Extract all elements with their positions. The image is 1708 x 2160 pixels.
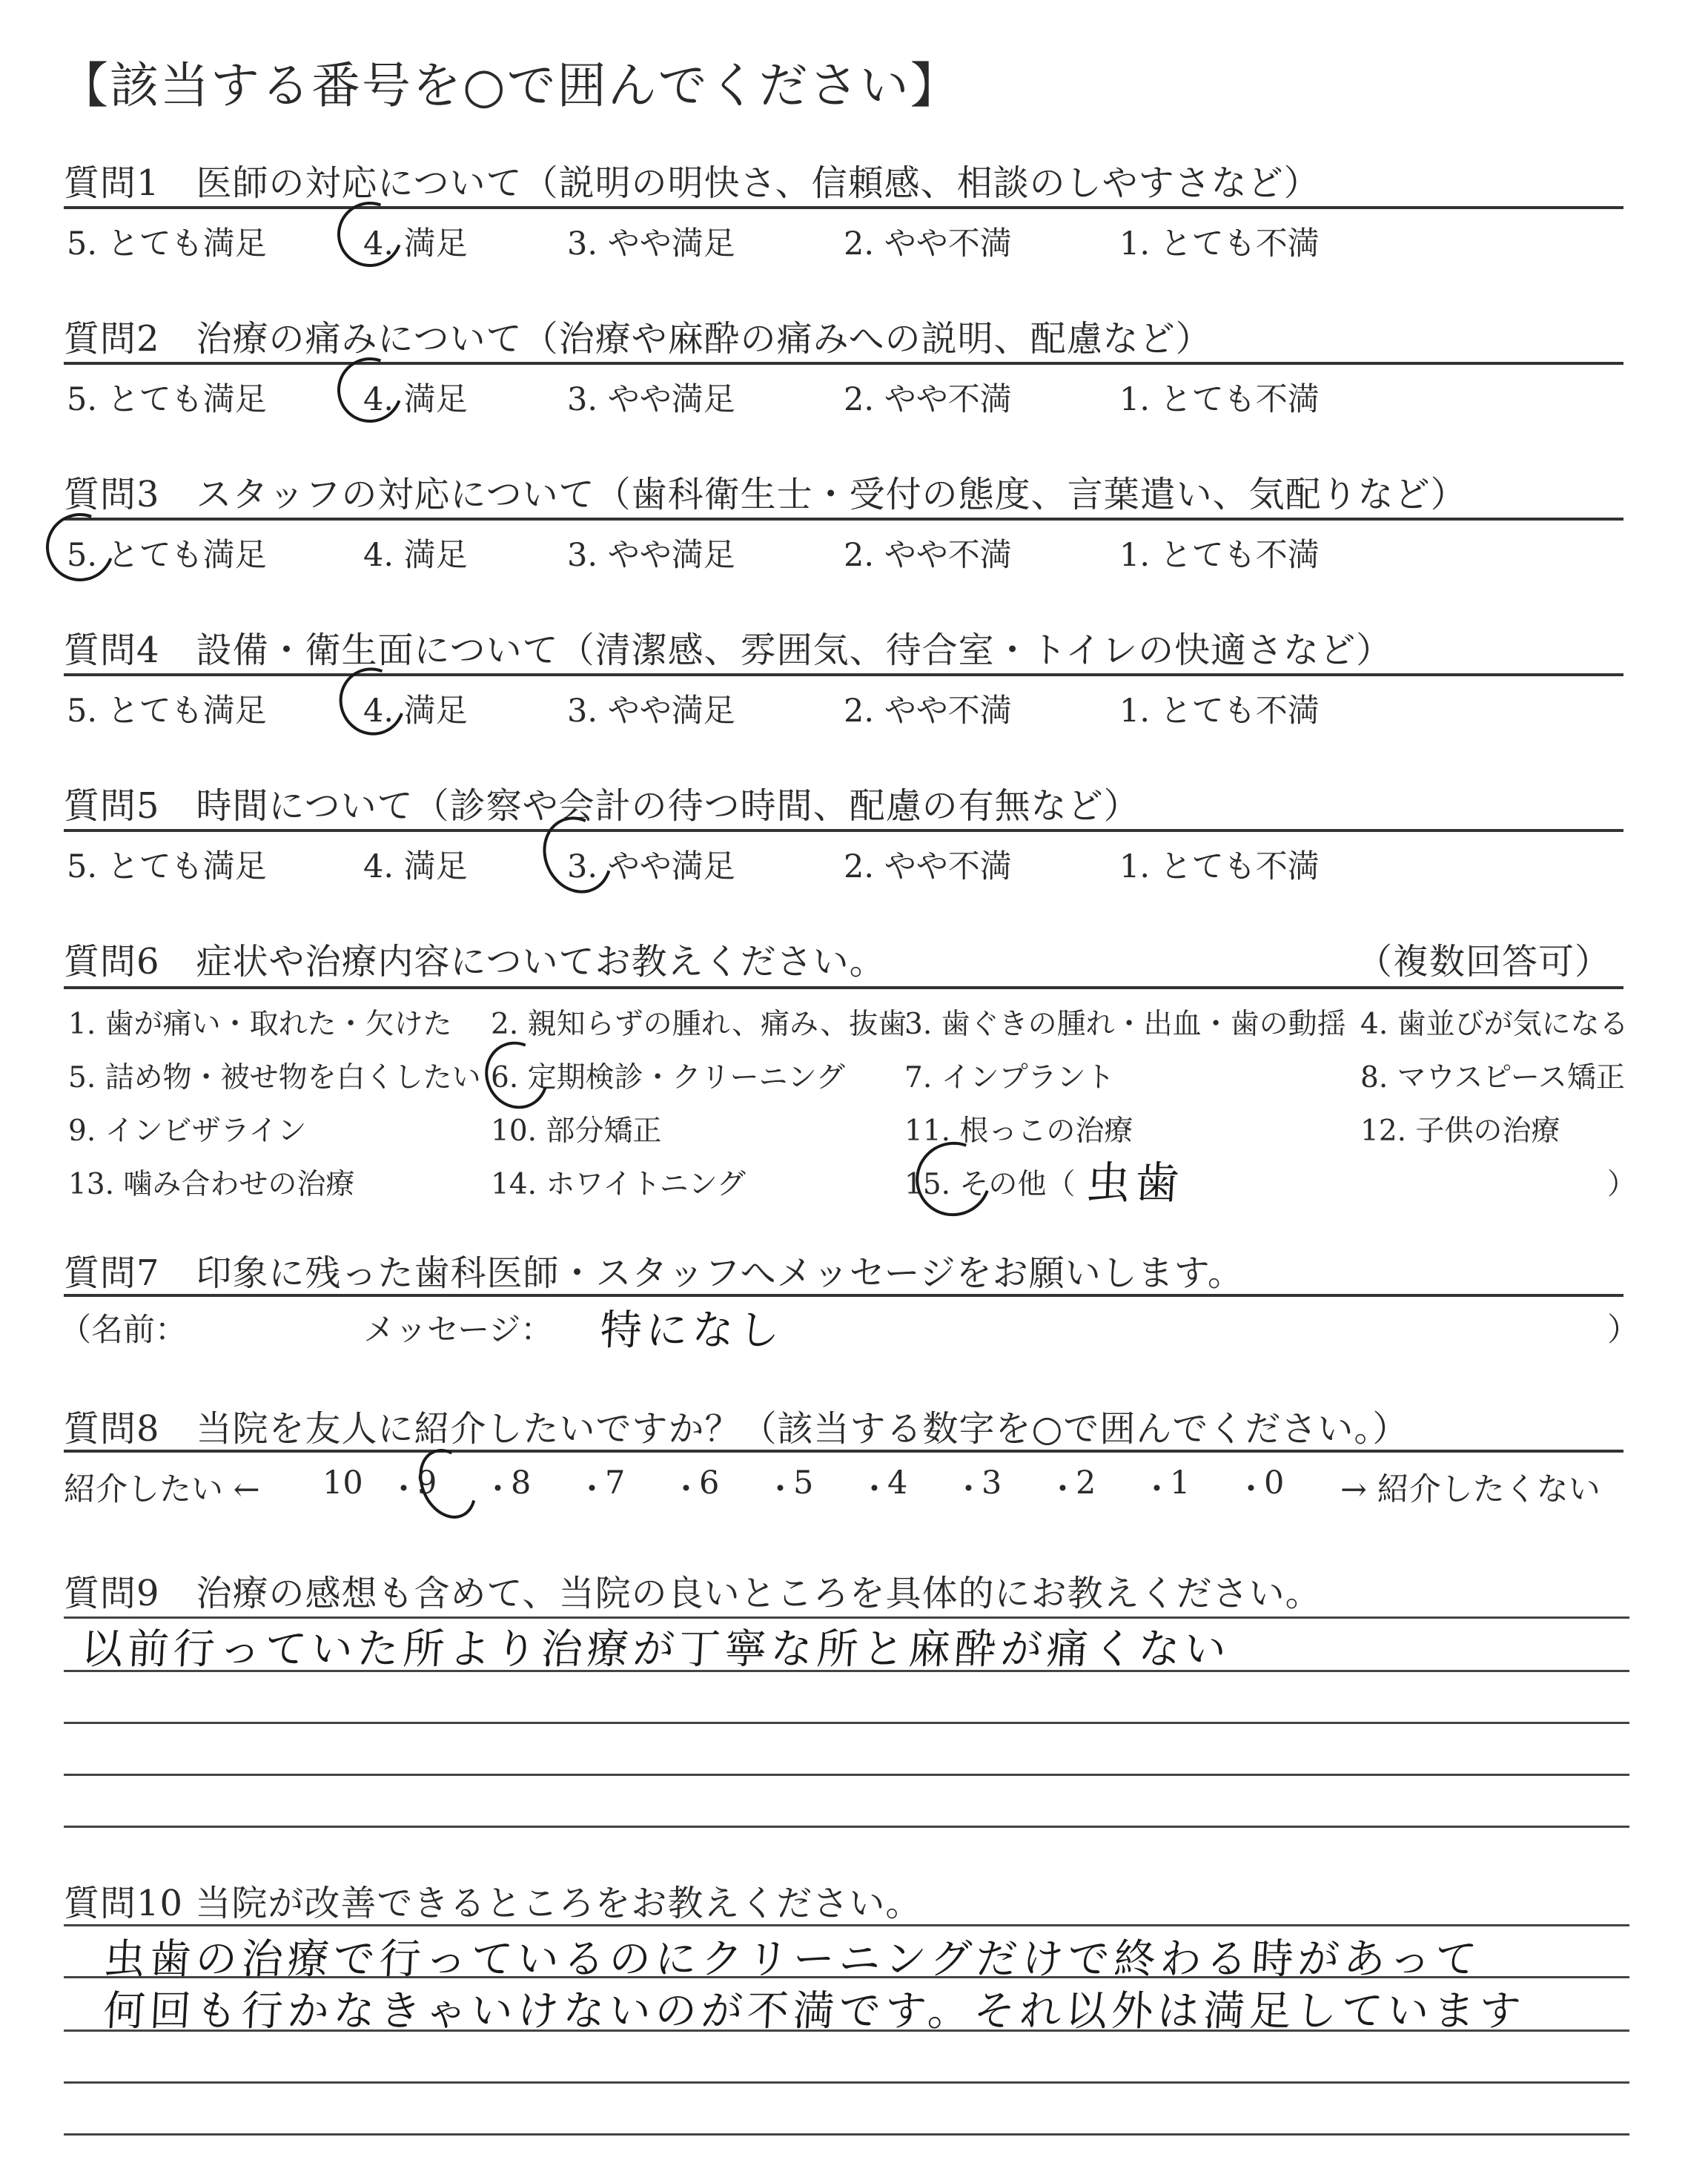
q2-option-5[interactable]: 5. とても満足 [67,381,267,418]
question-3-rule [64,518,1623,521]
q6-option-14[interactable]: 14. ホワイトニング [491,1168,746,1201]
question-2-title: 質問2 治療の痛みについて（治療や麻酔の痛みへの説明、配慮など） [64,318,1212,360]
q8-scale-separator: ・ [764,1471,796,1508]
q8-scale-separator: ・ [1141,1471,1173,1508]
q4-option-2[interactable]: 2. やや不満 [844,693,1012,730]
q1-option-3[interactable]: 3. やや満足 [567,225,735,262]
q6-option-3[interactable]: 3. 歯ぐきの腫れ・出血・歯の動揺 [904,1008,1346,1041]
q9-answer-line-3 [64,1722,1629,1724]
q3-option-2[interactable]: 2. やや不満 [844,537,1012,574]
question-8-title: 質問8 当院を友人に紹介したいですか？（該当する数字を○で囲んでください。） [64,1408,1409,1450]
question-1-title: 質問1 医師の対応について（説明の明快さ、信頼感、相談のしやすさなど） [64,162,1320,204]
q8-scale-separator: ・ [953,1471,984,1508]
q7-close-paren: ） [1607,1312,1639,1349]
question-2-rule [64,362,1623,365]
q6-option-12[interactable]: 12. 子供の治療 [1360,1114,1560,1148]
q10-answer-text-1[interactable]: 虫歯の治療で行っているのにクリーニングだけで終わる時があって [102,1935,1483,1984]
q6-other-close-paren: ） [1607,1168,1637,1201]
q8-scale-separator: ・ [388,1471,420,1508]
question-5-title: 質問5 時間について（診察や会計の待つ時間、配慮の有無など） [64,785,1140,827]
q2-option-2[interactable]: 2. やや不満 [844,381,1012,418]
q6-option-7[interactable]: 7. インプラント [904,1061,1115,1094]
question-1-rule [64,206,1623,209]
q2-option-3[interactable]: 3. やや満足 [567,381,735,418]
q10-answer-text-2[interactable]: 何回も行かなきゃいけないのが不満です。それ以外は満足しています [102,1987,1526,2035]
q10-answer-line-5 [64,2133,1629,2136]
q10-answer-line-4 [64,2081,1629,2084]
q3-option-1[interactable]: 1. とても不満 [1119,537,1320,574]
q2-option-4[interactable]: 4. 満足 [363,381,468,418]
q4-option-1[interactable]: 1. とても不満 [1119,693,1320,730]
q6-selection-circle-6 [474,1031,559,1120]
question-7-title: 質問7 印象に残った歯科医師・スタッフへメッセージをお願いします。 [64,1252,1244,1294]
q7-message-label: メッセージ： [363,1312,553,1349]
q8-scale-9[interactable]: 9 [417,1464,437,1502]
q3-option-5[interactable]: 5. とても満足 [67,537,267,574]
question-10-title: 質問10 当院が改善できるところをお教えください。 [64,1883,922,1924]
q6-option-1[interactable]: 1. 歯が痛い・取れた・欠けた [68,1008,452,1041]
q8-scale-6[interactable]: 6 [699,1464,720,1502]
q8-scale-2[interactable]: 2 [1076,1464,1096,1502]
question-4-title: 質問4 設備・衛生面について（清潔感、雰囲気、待合室・トイレの快適さなど） [64,630,1393,671]
q2-option-1[interactable]: 1. とても不満 [1119,381,1320,418]
q6-option-9[interactable]: 9. インビザライン [68,1114,307,1148]
question-7-rule [64,1294,1623,1297]
q1-option-1[interactable]: 1. とても不満 [1119,225,1320,262]
q4-option-5[interactable]: 5. とても満足 [67,693,267,730]
q8-scale-4[interactable]: 4 [887,1464,908,1502]
q5-option-5[interactable]: 5. とても満足 [67,848,267,885]
q8-scale-separator: ・ [670,1471,702,1508]
q1-option-5[interactable]: 5. とても満足 [67,225,267,262]
q8-scale-1[interactable]: 1 [1170,1464,1191,1502]
q8-right-label: → 紹介したくない [1340,1471,1601,1508]
q8-scale-8[interactable]: 8 [511,1464,532,1502]
q6-option-4[interactable]: 4. 歯並びが気になる [1360,1008,1629,1041]
q10-answer-line-3 [64,2029,1629,2032]
q6-option-2[interactable]: 2. 親知らずの腫れ、痛み、抜歯 [491,1008,907,1041]
question-8-rule [64,1450,1623,1453]
q5-option-4[interactable]: 4. 満足 [363,848,468,885]
q8-left-label: 紹介したい ← [64,1471,260,1508]
q3-option-4[interactable]: 4. 満足 [363,537,468,574]
question-6-note: （複数回答可） [1357,941,1612,982]
q3-option-3[interactable]: 3. やや満足 [567,537,735,574]
q6-other-text: 虫歯 [1084,1157,1185,1209]
q6-option-6[interactable]: 6. 定期検診・クリーニング [491,1061,845,1094]
question-4-rule [64,673,1623,676]
q8-scale-0[interactable]: 0 [1264,1464,1285,1502]
question-3-title: 質問3 スタッフの対応について（歯科衛生士・受付の態度、言葉遣い、気配りなど） [64,474,1467,515]
q5-option-2[interactable]: 2. やや不満 [844,848,1012,885]
q6-option-10[interactable]: 10. 部分矯正 [491,1114,662,1148]
q6-option-11[interactable]: 11. 根っこの治療 [904,1114,1133,1148]
q6-option-5[interactable]: 5. 詰め物・被せ物を白くしたい [68,1061,481,1094]
q8-scale-separator: ・ [1047,1471,1079,1508]
q9-answer-line-5 [64,1826,1629,1828]
q8-scale-5[interactable]: 5 [793,1464,814,1502]
q9-answer-text-1[interactable]: 以前行っていた所より治療が丁寧な所と麻酔が痛くない [80,1625,1232,1674]
question-6-title: 質問6 症状や治療内容についてお教えください。 [64,941,886,982]
q9-answer-line-2 [64,1670,1629,1672]
q8-scale-7[interactable]: 7 [605,1464,626,1502]
question-6-rule [64,986,1623,989]
form-title: 【該当する番号を○で囲んでください】 [59,57,961,114]
q8-scale-10[interactable]: 10 [322,1464,363,1502]
q8-scale-separator: ・ [1235,1471,1267,1508]
question-5-rule [64,829,1623,832]
q1-option-2[interactable]: 2. やや不満 [844,225,1012,262]
q5-option-3[interactable]: 3. やや満足 [567,848,735,885]
q8-scale-separator: ・ [858,1471,890,1508]
q9-answer-line-4 [64,1774,1629,1776]
q7-message-text[interactable]: 特になし [599,1307,786,1355]
q8-scale-separator: ・ [576,1471,608,1508]
q6-option-13[interactable]: 13. 噛み合わせの治療 [68,1168,355,1201]
q4-option-4[interactable]: 4. 満足 [363,693,468,730]
q8-scale-separator: ・ [482,1471,514,1508]
q1-option-4[interactable]: 4. 満足 [363,225,468,262]
q6-option-15[interactable]: 15. その他（ [904,1168,1076,1201]
question-9-title: 質問9 治療の感想も含めて、当院の良いところを具体的にお教えください。 [64,1573,1322,1614]
q7-name-label: （名前： [59,1312,187,1349]
q8-scale-3[interactable]: 3 [982,1464,1002,1502]
q8-selection-circle [408,1439,488,1527]
q5-option-1[interactable]: 1. とても不満 [1119,848,1320,885]
q6-option-8[interactable]: 8. マウスピース矯正 [1360,1061,1625,1094]
q4-option-3[interactable]: 3. やや満足 [567,693,735,730]
